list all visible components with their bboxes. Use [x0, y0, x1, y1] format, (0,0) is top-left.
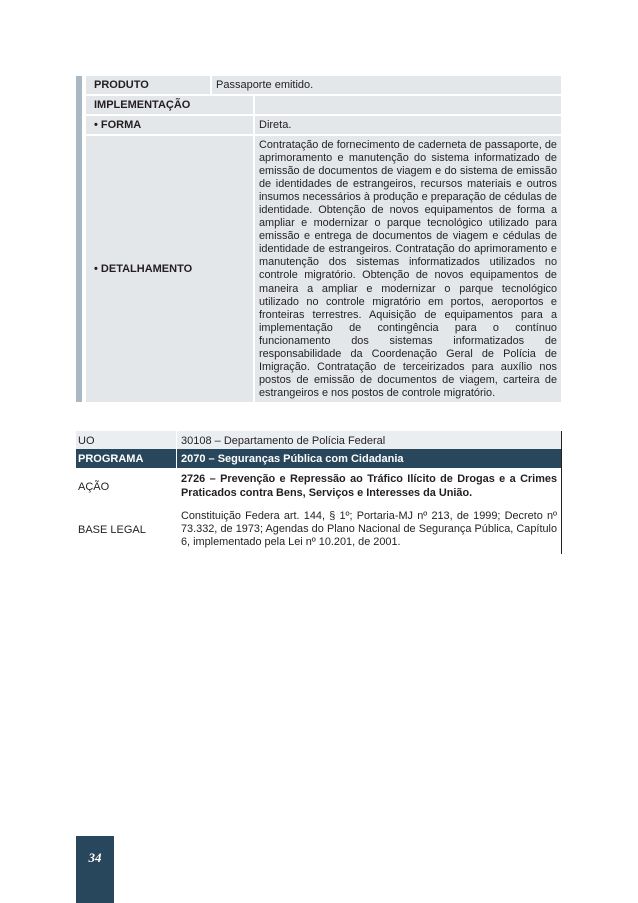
- programa-value: 2070 – Seguranças Pública com Cidadania: [177, 449, 561, 468]
- acao-label: AÇÃO: [76, 468, 176, 504]
- budget-table: [76, 431, 562, 554]
- forma-value: Direta.: [255, 116, 561, 134]
- uo-value: 30108 – Departamento de Polícia Federal: [177, 431, 561, 449]
- uo-label: UO: [76, 431, 176, 449]
- page-number: 34: [88, 850, 102, 865]
- produto-label: PRODUTO: [86, 76, 210, 94]
- base-legal-label: BASE LEGAL: [76, 504, 176, 554]
- acao-value: 2726 – Prevenção e Repressão ao Tráfico Ilícito de Drogas e a Crimes Praticados contra Bens, Serviços e Interesses da União.: [177, 468, 561, 504]
- detalhamento-value: Contratação de fornecimento de caderneta de passaporte, de aprimoramento e manutenção do sistema informatizado de emissão de documentos de viagem e do sistema de emissão de identidades de estrangeiros, recursos materiais e outros insumos necessários à produção e preparação de cédulas de identidade. Obtenção de novos equipamentos de forma a ampliar e modernizar o parque tecnológico utilizado para emissão e entrega de documentos de viagem e cédulas de identidade de estrangeiros. Contratação do aprimoramento e manutenção dos sistemas informatizados utilizados no controle migratório. Obtenção de novos equipamentos de maneira a ampliar e modernizar o parque tecnológico utilizado no controle migratório em portos, aeroportos e fronteiras terrestres. Aquisição de equipamentos para a implementação de contingência para o contínuo funcionamento dos sistemas informatizados de responsabilidade da Coordenação Geral de Polícia de Imigração. Contratação de terceirizados para auxílio nos postos de emissão de documentos de viagem, carteira de estrangeiros e nos postos de controle migratório.: [255, 136, 561, 402]
- product-table: [76, 76, 561, 402]
- forma-label: • FORMA: [86, 116, 253, 134]
- page-number-box: [76, 836, 114, 903]
- detalhamento-label: • DETALHAMENTO: [86, 136, 253, 402]
- implementacao-label: IMPLEMENTAÇÃO: [86, 96, 253, 114]
- base-legal-value: Constituição Federa art. 144, § 1º; Portaria-MJ nº 213, de 1999; Decreto nº 73.332, de 1973; Agendas do Plano Nacional de Segurança Pública, Capítulo 6, implementado pela Lei nº 10.201, de 2001.: [177, 504, 561, 554]
- produto-value: Passaporte emitido.: [212, 76, 561, 94]
- programa-label: PROGRAMA: [76, 449, 176, 468]
